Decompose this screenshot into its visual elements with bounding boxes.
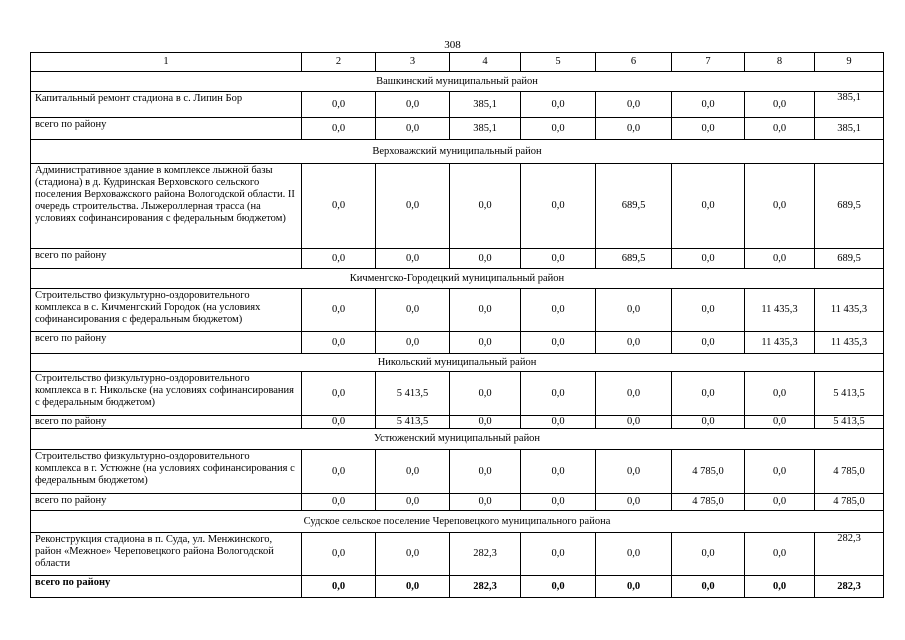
row-name: всего по району: [31, 118, 302, 140]
value-cell: 0,0: [672, 164, 745, 249]
value-cell: 0,0: [450, 494, 521, 511]
section-row: [31, 140, 884, 164]
value-cell: 0,0: [672, 533, 745, 576]
value-cell: 0,0: [596, 533, 672, 576]
total-row: [31, 118, 884, 140]
value-cell: 282,3: [815, 533, 884, 576]
value-cell: 5 413,5: [376, 416, 450, 429]
value-cell: 0,0: [596, 416, 672, 429]
table-row: [31, 450, 884, 494]
value-cell: 0,0: [450, 164, 521, 249]
value-cell: 11 435,3: [745, 289, 815, 332]
value-cell: 0,0: [521, 533, 596, 576]
table-row: [31, 92, 884, 118]
budget-table: [30, 52, 884, 598]
section-title: Устюженский муниципальный район: [31, 429, 884, 450]
value-cell: 0,0: [376, 494, 450, 511]
value-cell: 0,0: [521, 332, 596, 354]
row-name: Административное здание в комплексе лыжной базы (стадиона) в д. Кудринская Верховского сельского поселения Верховажского района Вологодской области. II очередь строительства. Лыжероллерная трасса (на условиях софинансирования с федеральным бюджетом): [31, 164, 302, 249]
value-cell: 282,3: [815, 576, 884, 598]
value-cell: 0,0: [596, 372, 672, 416]
value-cell: 0,0: [745, 372, 815, 416]
section-row: [31, 269, 884, 289]
value-cell: 0,0: [521, 494, 596, 511]
value-cell: 0,0: [376, 289, 450, 332]
value-cell: 0,0: [745, 164, 815, 249]
section-row: [31, 511, 884, 533]
value-cell: 0,0: [376, 332, 450, 354]
page-number: 308: [444, 39, 461, 51]
value-cell: 0,0: [302, 416, 376, 429]
value-cell: 4 785,0: [672, 450, 745, 494]
value-cell: 11 435,3: [815, 332, 884, 354]
value-cell: 0,0: [302, 450, 376, 494]
value-cell: 0,0: [450, 372, 521, 416]
value-cell: 0,0: [521, 416, 596, 429]
header-cell: 1: [31, 53, 302, 72]
value-cell: 0,0: [450, 450, 521, 494]
value-cell: 0,0: [376, 249, 450, 269]
section-title: Никольский муниципальный район: [31, 354, 884, 372]
value-cell: 0,0: [596, 289, 672, 332]
value-cell: 0,0: [376, 450, 450, 494]
value-cell: 0,0: [302, 92, 376, 118]
table-row: [31, 289, 884, 332]
value-cell: 0,0: [376, 118, 450, 140]
value-cell: 0,0: [450, 249, 521, 269]
table-row: [31, 372, 884, 416]
header-cell: 9: [815, 53, 884, 72]
value-cell: 0,0: [450, 416, 521, 429]
value-cell: 4 785,0: [815, 494, 884, 511]
value-cell: 0,0: [302, 249, 376, 269]
total-row: [31, 494, 884, 511]
value-cell: 5 413,5: [815, 372, 884, 416]
header-cell: 4: [450, 53, 521, 72]
section-title: Верховажский муниципальный район: [31, 140, 884, 164]
value-cell: 0,0: [521, 164, 596, 249]
value-cell: 0,0: [596, 92, 672, 118]
value-cell: 0,0: [672, 416, 745, 429]
header-cell: 3: [376, 53, 450, 72]
header-cell: 5: [521, 53, 596, 72]
value-cell: 0,0: [302, 533, 376, 576]
header-cell: 8: [745, 53, 815, 72]
value-cell: 282,3: [450, 576, 521, 598]
row-name: Реконструкция стадиона в п. Суда, ул. Менжинского, район «Межное» Череповецкого района Вологодской области: [31, 533, 302, 576]
row-name: всего по району: [31, 332, 302, 354]
value-cell: 0,0: [745, 249, 815, 269]
value-cell: 385,1: [450, 118, 521, 140]
row-name: Строительство физкультурно-оздоровительного комплекса в г. Устюжне (на условиях софинансирования с федеральным бюджетом): [31, 450, 302, 494]
value-cell: 0,0: [672, 372, 745, 416]
section-title: Судское сельское поселение Череповецкого муниципального района: [31, 511, 884, 533]
value-cell: 385,1: [815, 92, 884, 118]
header-cell: 6: [596, 53, 672, 72]
value-cell: 0,0: [376, 533, 450, 576]
section-row: [31, 354, 884, 372]
total-row: [31, 416, 884, 429]
value-cell: 0,0: [302, 164, 376, 249]
value-cell: 689,5: [815, 164, 884, 249]
value-cell: 689,5: [596, 249, 672, 269]
value-cell: 4 785,0: [672, 494, 745, 511]
row-name: Капитальный ремонт стадиона в с. Липин Бор: [31, 92, 302, 118]
row-name: всего по району: [31, 576, 302, 598]
value-cell: 0,0: [302, 576, 376, 598]
value-cell: 4 785,0: [815, 450, 884, 494]
total-row: [31, 576, 884, 598]
value-cell: 0,0: [302, 372, 376, 416]
value-cell: 11 435,3: [815, 289, 884, 332]
section-row: [31, 429, 884, 450]
section-title: Кичменгско-Городецкий муниципальный район: [31, 269, 884, 289]
value-cell: 0,0: [521, 372, 596, 416]
value-cell: 5 413,5: [815, 416, 884, 429]
value-cell: 0,0: [596, 450, 672, 494]
value-cell: 0,0: [302, 118, 376, 140]
header-row: [31, 53, 884, 72]
value-cell: 0,0: [672, 332, 745, 354]
value-cell: 0,0: [596, 494, 672, 511]
value-cell: 0,0: [672, 249, 745, 269]
value-cell: 0,0: [521, 576, 596, 598]
value-cell: 0,0: [745, 494, 815, 511]
value-cell: 385,1: [450, 92, 521, 118]
value-cell: 0,0: [376, 164, 450, 249]
value-cell: 0,0: [450, 332, 521, 354]
row-name: Строительство физкультурно-оздоровительного комплекса в г. Никольске (на условиях софинансирования с федеральным бюджетом): [31, 372, 302, 416]
value-cell: 0,0: [302, 494, 376, 511]
section-row: [31, 72, 884, 92]
value-cell: 0,0: [521, 249, 596, 269]
value-cell: 0,0: [745, 92, 815, 118]
value-cell: 0,0: [745, 533, 815, 576]
value-cell: 0,0: [745, 576, 815, 598]
row-name: всего по району: [31, 494, 302, 511]
total-row: [31, 332, 884, 354]
value-cell: 0,0: [521, 450, 596, 494]
table-row: [31, 533, 884, 576]
value-cell: 0,0: [745, 416, 815, 429]
value-cell: 0,0: [596, 332, 672, 354]
row-name: всего по району: [31, 416, 302, 429]
value-cell: 0,0: [521, 289, 596, 332]
section-title: Вашкинский муниципальный район: [31, 72, 884, 92]
value-cell: 0,0: [672, 92, 745, 118]
value-cell: 282,3: [450, 533, 521, 576]
value-cell: 0,0: [672, 576, 745, 598]
value-cell: 11 435,3: [745, 332, 815, 354]
value-cell: 0,0: [596, 118, 672, 140]
value-cell: 0,0: [521, 92, 596, 118]
header-cell: 7: [672, 53, 745, 72]
value-cell: 0,0: [596, 576, 672, 598]
value-cell: 0,0: [376, 576, 450, 598]
value-cell: 0,0: [376, 92, 450, 118]
row-name: всего по району: [31, 249, 302, 269]
table-row: [31, 164, 884, 249]
header-cell: 2: [302, 53, 376, 72]
value-cell: 385,1: [815, 118, 884, 140]
value-cell: 0,0: [672, 289, 745, 332]
value-cell: 689,5: [596, 164, 672, 249]
total-row: [31, 249, 884, 269]
row-name: Строительство физкультурно-оздоровительного комплекса в с. Кичменгский Городок (на условиях софинансирования с федеральным бюджетом): [31, 289, 302, 332]
value-cell: 689,5: [815, 249, 884, 269]
value-cell: 0,0: [302, 332, 376, 354]
value-cell: 0,0: [745, 118, 815, 140]
value-cell: 0,0: [521, 118, 596, 140]
value-cell: 0,0: [450, 289, 521, 332]
value-cell: 5 413,5: [376, 372, 450, 416]
value-cell: 0,0: [672, 118, 745, 140]
value-cell: 0,0: [302, 289, 376, 332]
value-cell: 0,0: [745, 450, 815, 494]
